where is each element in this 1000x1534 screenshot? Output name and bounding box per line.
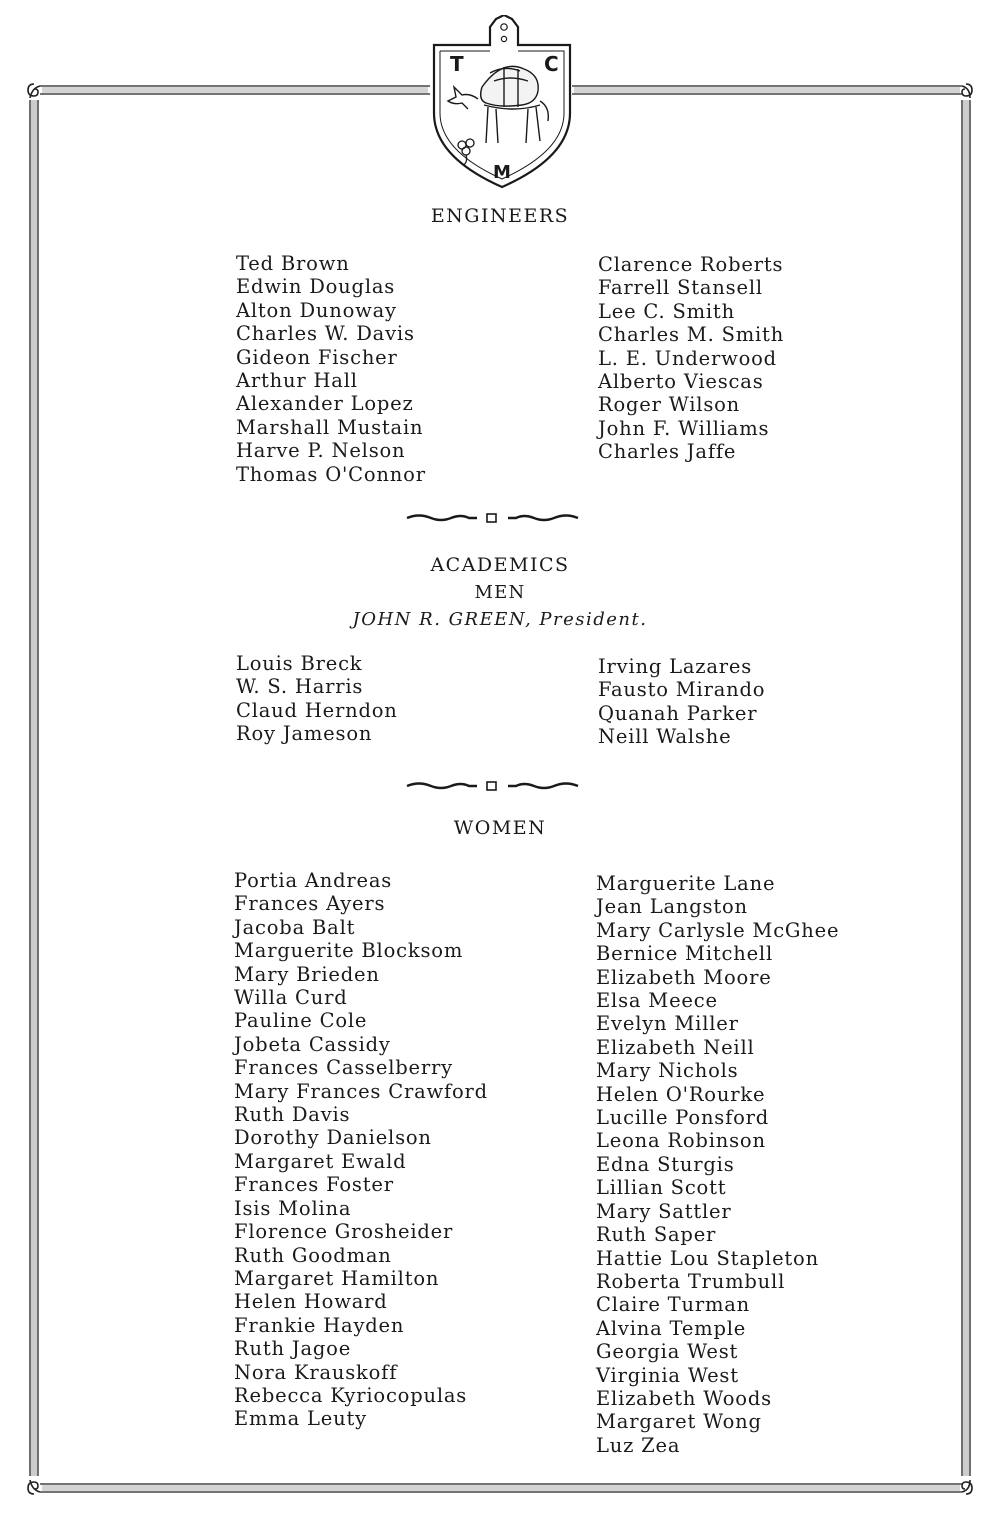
list-item: Jean Langston <box>596 895 748 919</box>
list-item: Neill Walshe <box>598 725 732 749</box>
list-item: Alvina Temple <box>596 1316 747 1340</box>
women-heading: WOMEN <box>453 817 547 839</box>
list-item: Hattie Lou Stapleton <box>596 1246 819 1270</box>
list-item: Irving Lazares <box>598 655 753 678</box>
list-item: Mary Frances Crawford <box>234 1079 488 1103</box>
list-item: Helen Howard <box>234 1290 388 1314</box>
list-item: Mary Brieden <box>234 962 380 986</box>
list-item: Gideon Fischer <box>236 345 398 369</box>
academics-heading: ACADEMICS <box>430 554 570 576</box>
list-item: Fausto Mirando <box>598 678 766 702</box>
list-item: Louis Breck <box>236 652 363 675</box>
list-item: Elizabeth Woods <box>596 1386 772 1410</box>
academics-president: JOHN R. GREEN, President. <box>352 609 648 630</box>
list-item: Portia Andreas <box>234 869 393 892</box>
list-item: Charles M. Smith <box>598 323 785 347</box>
list-item: Leona Robinson <box>596 1129 766 1153</box>
list-item: Marshall Mustain <box>236 415 424 439</box>
list-item: Clarence Roberts <box>598 253 784 276</box>
academics-right-list <box>598 655 765 749</box>
list-item: Florence Grosheider <box>234 1220 454 1244</box>
list-item: Alexander Lopez <box>236 392 414 416</box>
list-item: Evelyn Miller <box>596 1012 739 1036</box>
list-item: Lillian Scott <box>596 1176 727 1200</box>
list-item: Bernice Mitchell <box>596 942 773 966</box>
list-item: Alton Dunoway <box>236 298 397 322</box>
list-item: Isis Molina <box>234 1196 352 1220</box>
list-item: Harve P. Nelson <box>236 439 406 463</box>
list-item: L. E. Underwood <box>598 346 777 370</box>
section-divider <box>405 779 580 793</box>
list-item: Marguerite Lane <box>596 872 776 895</box>
list-item: Frankie Hayden <box>234 1313 405 1337</box>
list-item: Lee C. Smith <box>598 299 735 323</box>
crest-letter-c: C <box>544 52 559 76</box>
engineers-left-list <box>236 252 426 486</box>
list-item: Frances Casselberry <box>234 1056 453 1080</box>
list-item: Pauline Cole <box>234 1009 368 1033</box>
crest-letter-m: M <box>493 162 511 183</box>
list-item: Thomas O'Connor <box>236 462 426 486</box>
list-item: Elizabeth Moore <box>596 965 772 989</box>
list-item: Ted Brown <box>236 252 350 275</box>
list-item: Mary Nichols <box>596 1059 739 1083</box>
list-item: Farrell Stansell <box>598 276 763 300</box>
list-item: Rebecca Kyriocopulas <box>234 1383 468 1407</box>
list-item: Frances Ayers <box>234 892 386 916</box>
crest-letter-t: T <box>450 52 464 76</box>
list-item: Claud Herndon <box>236 698 398 722</box>
crest-shield <box>432 15 572 190</box>
list-item: Charles Jaffe <box>598 440 737 464</box>
list-item: Edwin Douglas <box>236 275 396 299</box>
list-item: Mary Carlysle McGhee <box>596 918 840 942</box>
section-divider <box>405 511 580 525</box>
list-item: Nora Krauskoff <box>234 1360 398 1384</box>
list-item: Jacoba Balt <box>234 915 356 939</box>
engineers-right-list <box>598 253 784 464</box>
list-item: Margaret Wong <box>596 1410 762 1434</box>
list-item: Charles W. Davis <box>236 322 415 346</box>
list-item: Jobeta Cassidy <box>234 1032 391 1056</box>
women-left-list <box>234 869 488 1431</box>
list-item: John F. Williams <box>598 416 770 440</box>
list-item: Helen O'Rourke <box>596 1082 766 1106</box>
academics-men-heading: MEN <box>474 582 526 603</box>
engineers-heading: ENGINEERS <box>430 205 570 227</box>
list-item: Quanah Parker <box>598 701 758 725</box>
list-item: Luz Zea <box>596 1433 681 1457</box>
list-item: Elizabeth Neill <box>596 1035 755 1059</box>
list-item: Emma Leuty <box>234 1407 367 1431</box>
list-item: Frances Foster <box>234 1173 394 1197</box>
list-item: Roy Jameson <box>236 722 373 746</box>
list-item: Arthur Hall <box>236 369 358 393</box>
list-item: Ruth Davis <box>234 1103 351 1127</box>
academics-left-list <box>236 652 398 746</box>
list-item: Margaret Hamilton <box>234 1266 440 1290</box>
list-item: Edna Sturgis <box>596 1152 735 1176</box>
list-item: Ruth Jagoe <box>234 1337 352 1361</box>
list-item: Elsa Meece <box>596 989 718 1013</box>
list-item: Georgia West <box>596 1340 739 1364</box>
list-item: W. S. Harris <box>236 675 364 699</box>
list-item: Ruth Saper <box>596 1223 717 1247</box>
women-right-list <box>596 872 839 1457</box>
list-item: Mary Sattler <box>596 1199 732 1223</box>
list-item: Lucille Ponsford <box>596 1106 770 1130</box>
list-item: Roberta Trumbull <box>596 1269 786 1293</box>
list-item: Margaret Ewald <box>234 1149 407 1173</box>
list-item: Marguerite Blocksom <box>234 939 464 963</box>
list-item: Willa Curd <box>234 986 348 1010</box>
list-item: Alberto Viescas <box>598 370 764 394</box>
list-item: Virginia West <box>596 1363 739 1387</box>
list-item: Claire Turman <box>596 1293 751 1317</box>
list-item: Roger Wilson <box>598 393 741 417</box>
list-item: Ruth Goodman <box>234 1243 392 1267</box>
list-item: Dorothy Danielson <box>234 1126 432 1150</box>
